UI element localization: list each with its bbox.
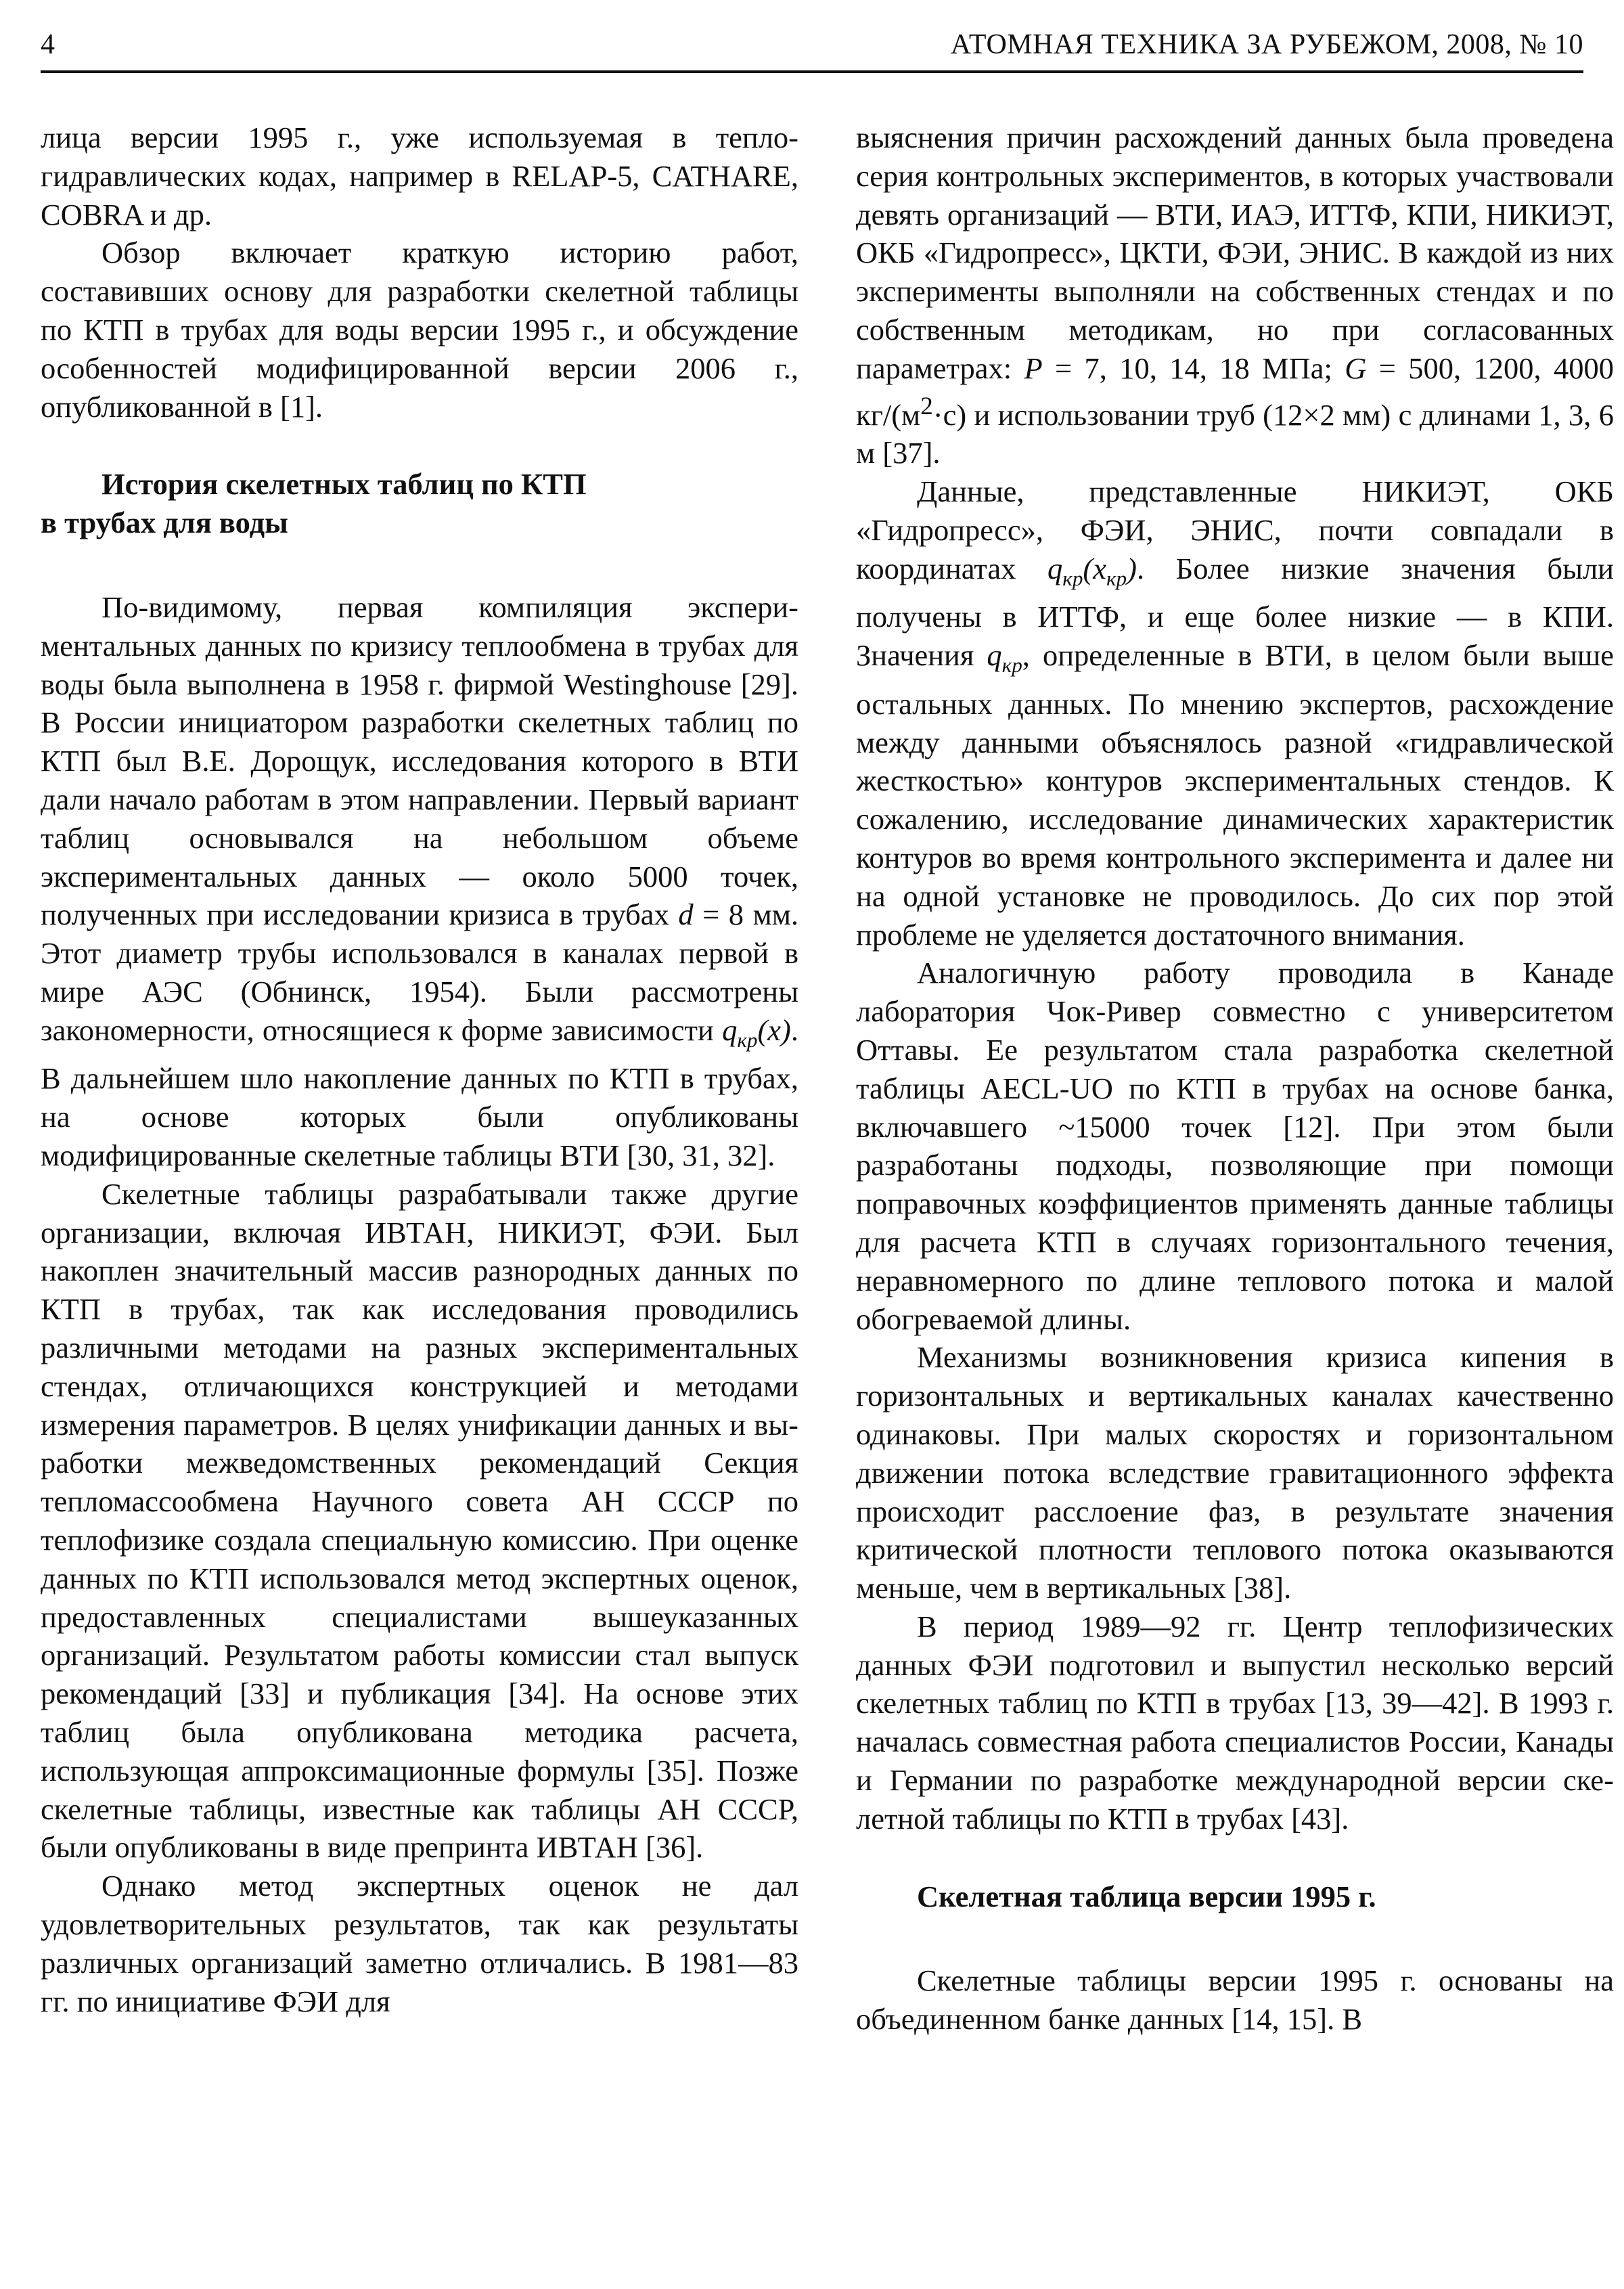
paragraph: Аналогичную работу проводила в Канаде лаборатория Чок-Ривер совместно с университетом Оттавы. Ее результатом стала разработка скелетной таблицы AECL-UO по КТП в трубах на основе банка, включавшего ~15000 точек [12]. При этом были разработаны подходы, позволяющие при помощи поправочных коэффициентов применять данные таблицы для расчета КТП в случаях горизонтального течения, неравномерного по длине теплового потока и малой обогреваемой длины.	[856, 956, 1614, 1336]
variable-d: d	[678, 897, 694, 932]
heading-line: в трубах для воды	[41, 506, 288, 540]
variable-p: P	[1024, 351, 1043, 385]
paragraph: Однако метод экспертных оценок не дал удовлетворительных результатов, так как результаты различных организаций заметно отличались. В 1981—83 гг. по инициативе ФЭИ для	[41, 1869, 798, 2018]
paragraph: В период 1989—92 гг. Центр теплофизических данных ФЭИ подготовил и выпустил несколько версий скелетных таблиц по КТП в трубах [13, 39—42]. В 1993 г. началась совместная работа специалистов России, Канады и Германии по разработке международной версии скелетной таблицы по КТП в трубах [43].	[856, 1609, 1614, 1836]
heading-line: История скелетных таблиц по КТП	[102, 467, 587, 502]
section-heading	[41, 465, 798, 542]
page-header	[41, 28, 1583, 73]
right-column	[856, 118, 1614, 2039]
paragraph: лица версии 1995 г., уже используемая в теплогидравлических кодах, например в RELAP-5, CATHARE, COBRA и др.	[41, 120, 798, 231]
variable-q-kr: $q_{кр}(x)$	[722, 1013, 791, 1052]
journal-title: АТОМНАЯ ТЕХНИКА ЗА РУБЕЖОМ, 2008, № 10	[950, 29, 1583, 60]
paragraph: Обзор включает краткую историю работ, составивших основу для разработки скелетной таблицы по КТП в трубах для воды версии 1995 г., и обсуждение особенностей модифицированной версии 2006 г., опубликованной в [1].	[41, 236, 798, 424]
paragraph: выяснения причин расхождений данных была проведена серия контрольных экспериментов, в которых участвовали девять организаций — ВТИ, ИАЭ, ИТТФ, КПИ, НИКИЭТ, ОКБ «Гидропресс», ЦКТИ, ФЭИ, ЭНИС. В каждой из них эксперименты выполняли на собственных стендах и по собственным методикам, но при согласованных параметрах: P = 7, 10, 14, 18 МПа; G = 500, 1200, 4000 $кг/(м^2\cdot с)$ и использовании труб (12×2 мм) с длинами 1, 3, 6 м [37].	[856, 120, 1614, 470]
page-number: 4	[41, 29, 55, 60]
paragraph: Скелетные таблицы разрабатывали также другие организации, включая ИВТАН, НИКИЭТ, ФЭИ. Был накоплен значительный массив разнородных данных по КТП в трубах, так как исследования проводились различными методами на разных экспериментальных стендах, отличающихся конструкцией и методами измерения параметров. В целях унификации данных и выработки межведомственных рекомендаций Секция тепломассообмена Научного совета АН СССР по теплофизике создала специальную комиссию. При оценке данных по КТП использовался метод экспертных оценок, предоставленных специалистами вышеуказанных организаций. Результатом работы комиссии стал выпуск рекомендаций [33] и публикация [34]. На основе этих таблиц была опубликована методика расчета, использующая аппроксимационные формулы [35]. Позже скелетные таблицы, известные как таблицы АН СССР, были опубликованы в виде препринта ИВТАН [36].	[41, 1176, 798, 1865]
variable-q-kr-x-kr: $q_{кр}(x_{кр})$	[1047, 551, 1137, 590]
variable-g: G	[1345, 351, 1367, 385]
left-column	[41, 118, 798, 2020]
paragraph: Скелетные таблицы версии 1995 г. основаны на объединенном банке данных [14, 15]. В	[856, 1963, 1614, 2037]
paragraph: Данные, представленные НИКИЭТ, ОКБ «Гидропресс», ФЭИ, ЭНИС, почти совпадали в координатах $q_{кр}(x_{кр})$. Более низкие значения были получены в ИТТФ, и еще более низкие — в КПИ. Значения $q_{кр}$, определенные в ВТИ, в целом были выше остальных данных. По мнению экспертов, расхождение между данными объяснялось разной «гидравлической жесткостью» контуров экспериментальных стендов. К сожалению, исследование динамических характеристик контуров во время контрольного эксперимента и далее ни на одной установке не проводилось. До сих пор этой проблеме не уделяется достаточного внимания.	[856, 474, 1614, 952]
variable-q-kr: $q_{кр}$	[987, 638, 1022, 677]
paragraph: По-видимому, первая компиляция экспериментальных данных по кризису теплообмена в трубах для воды была выполнена в 1958 г. фирмой Westinghouse [29]. В России инициатором разработки скелетных таблиц по КТП был В.Е. Дорощук, исследования которого в ВТИ дали начало работам в этом направлении. Первый вариант таблиц основывался на небольшом объеме экспериментальных данных — около 5000 точек, полученных при исследовании кризиса в трубах d = 8 мм. Этот диаметр трубы использовался в каналах первой в мире АЭС (Обнинск, 1954). Были рассмотрены закономерности, относящиеся к форме зависимости $q_{кр}(x)$. В дальнейшем шло накопление данных по КТП в трубах, на основе которых были опубликованы модифицированные скелетные таблицы ВТИ [30, 31, 32].	[41, 590, 799, 1173]
section-heading: Скелетная таблица версии 1995 г.	[917, 1879, 1376, 1913]
paragraph: Механизмы возникновения кризиса кипения в горизонтальных и вертикальных каналах качественно одинаковы. При малых скоростях и горизонтальном движении потока вследствие гравитационного эффекта происходит расслоение фаз, в результате значения критической плотности теплового потока оказываются меньше, чем в вертикальных [38].	[856, 1340, 1614, 1605]
